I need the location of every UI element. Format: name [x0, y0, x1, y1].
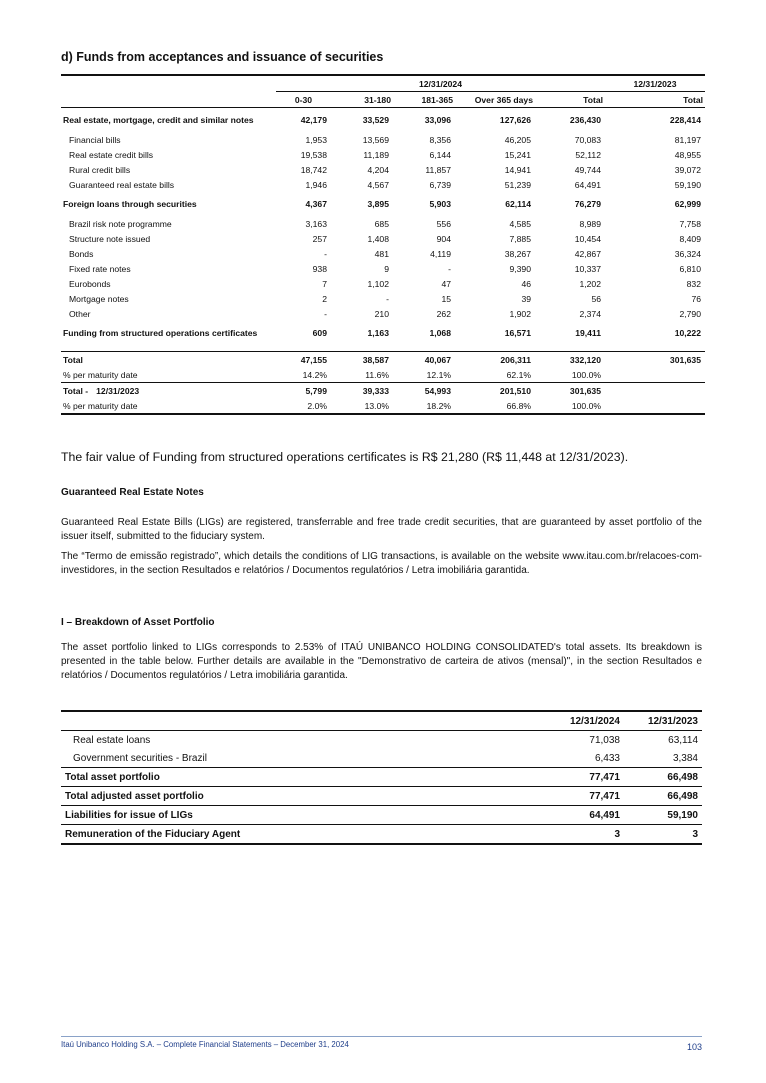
group-row [61, 192, 705, 216]
row-value: 59,190 [674, 179, 701, 190]
row-value: 49,744 [574, 164, 601, 175]
table-row [61, 276, 705, 291]
row-value: 904 [436, 233, 451, 244]
group-value: 127,626 [499, 115, 531, 125]
asset-row-value-2024: 64,491 [546, 806, 624, 825]
paragraph-ligs: Guaranteed Real Estate Bills (LIGs) are registered, transferrable and free trade credit securities, that are guaranteed by asset portfolio of the issuer itself, submitted to the fiduciary system. [61, 517, 702, 542]
group-value: 236,430 [569, 115, 601, 125]
row-value: 8,409 [679, 233, 701, 244]
row-value: 6,810 [679, 263, 701, 274]
total-value: 38,587 [331, 352, 393, 368]
asset-row-value-2024: 71,038 [589, 734, 620, 746]
funds-table [61, 74, 705, 415]
group-label: Foreign loans through securities [63, 199, 197, 209]
row-label: Rural credit bills [69, 164, 131, 175]
group-value: 3,895 [367, 199, 389, 209]
asset-row [61, 731, 702, 750]
asset-row-value-2024: 77,471 [546, 768, 624, 787]
group-value: 19,411 [575, 328, 601, 338]
row-value: 7,885 [509, 233, 531, 244]
row-value: 556 [436, 218, 451, 229]
asset-row-total [61, 768, 702, 787]
total-value: 40,067 [393, 352, 455, 368]
group-value: 10,222 [674, 328, 701, 338]
total-prev-value: 39,333 [331, 383, 393, 399]
row-value: 210 [374, 308, 389, 319]
row-label: Structure note issued [69, 233, 151, 244]
pct-value [605, 367, 705, 383]
pct-label: % per maturity date [63, 369, 138, 380]
row-value: - [324, 308, 327, 319]
row-value: 76 [691, 293, 701, 304]
row-value: 56 [591, 293, 601, 304]
row-value: 15,241 [504, 149, 531, 160]
group-value: 33,096 [424, 115, 451, 125]
total-prev-value: 54,993 [393, 383, 455, 399]
row-value: 51,239 [504, 179, 531, 190]
row-value: 70,083 [574, 134, 601, 145]
table-row [61, 162, 705, 177]
row-value: 8,356 [429, 134, 451, 145]
asset-row-value-2023: 66,498 [624, 768, 702, 787]
asset-row-value-2023: 63,114 [668, 734, 698, 746]
group-value: 609 [312, 328, 327, 338]
row-value: - [324, 248, 327, 259]
row-value: 8,989 [579, 218, 601, 229]
row-label: Financial bills [69, 134, 121, 145]
asset-table-header [61, 711, 702, 731]
paragraph-portfolio: The asset portfolio linked to LIGs corresponds to 2.53% of ITAÚ UNIBANCO HOLDING CONSOLIDATED's total assets. Its breakdown is presented in the table below. Further details are available in the "Demonstrativo de carteira de ativos (mensal)", in the section Resultados e relatórios / Documentos regulatórios / Letra imobiliária garantida. [61, 642, 702, 681]
asset-row-label: Real estate loans [73, 734, 151, 746]
header-spacer [61, 75, 276, 92]
asset-portfolio-table [61, 710, 702, 845]
footer-text: Itaú Unibanco Holding S.A. – Complete Financial Statements – December 31, 2024 [61, 1040, 349, 1049]
pct-value: 18.2% [393, 398, 455, 414]
pct-value [605, 398, 705, 414]
guaranteed-heading: Guaranteed Real Estate Notes [61, 487, 204, 498]
table-row [61, 291, 705, 306]
total-value: 206,311 [455, 352, 535, 368]
total-label: Total [61, 352, 276, 368]
group-value: 4,367 [305, 199, 327, 209]
row-value: 48,955 [674, 149, 701, 160]
group-value: 1,068 [429, 328, 451, 338]
column-header: Total [605, 92, 705, 108]
pct-label: % per maturity date [61, 398, 276, 414]
total-value: 332,120 [535, 352, 605, 368]
pct-value: 11.6% [365, 369, 389, 380]
row-value: 9 [384, 263, 389, 274]
asset-row [61, 749, 702, 768]
table-row [61, 231, 705, 246]
row-value: 15 [441, 293, 451, 304]
asset-header-2023: 12/31/2023 [624, 711, 702, 731]
row-value: 6,739 [429, 179, 451, 190]
row-label: Brazil risk note programme [69, 218, 172, 229]
row-value: 46,205 [504, 134, 531, 145]
column-header: Over 365 days [455, 92, 535, 108]
row-value: 11,857 [425, 164, 451, 175]
group-label: Real estate, mortgage, credit and similar notes [63, 115, 254, 125]
asset-row-value-2023: 59,190 [624, 806, 702, 825]
row-value: 481 [374, 248, 389, 259]
row-value: - [448, 263, 451, 274]
asset-row-label: Government securities - Brazil [73, 752, 207, 764]
row-value: - [386, 293, 389, 304]
asset-row-value-2024: 6,433 [594, 752, 620, 764]
row-value: 938 [312, 263, 327, 274]
asset-row-total [61, 806, 702, 825]
asset-row-value-2023: 66,498 [624, 787, 702, 806]
row-value: 38,267 [504, 248, 531, 259]
table-row [61, 147, 705, 162]
row-value: 1,102 [367, 278, 389, 289]
table-row [61, 132, 705, 147]
header-date-2023: 12/31/2023 [605, 75, 705, 92]
row-value: 2,790 [679, 308, 701, 319]
group-value: 5,903 [429, 199, 451, 209]
breakdown-heading: I – Breakdown of Asset Portfolio [61, 617, 215, 628]
row-value: 7 [322, 278, 327, 289]
asset-row-value-2023: 3,384 [672, 752, 698, 764]
pct-value: 2.0% [276, 398, 331, 414]
asset-row-value-2024: 3 [546, 825, 624, 845]
asset-row-label: Total adjusted asset portfolio [61, 787, 546, 806]
pct-value: 12.1% [426, 369, 451, 380]
row-value: 832 [686, 278, 701, 289]
total-prev-value: 5,799 [276, 383, 331, 399]
total-prev-text: Total - [63, 385, 89, 396]
row-value: 47 [441, 278, 451, 289]
table-date-header [61, 75, 705, 92]
table-row [61, 261, 705, 276]
total-prev-date: 12/31/2023 [96, 385, 140, 396]
row-value: 1,408 [367, 233, 389, 244]
total-row [61, 352, 705, 368]
row-label: Eurobonds [69, 278, 111, 289]
table-row [61, 246, 705, 261]
total-prev-value: 301,635 [535, 383, 605, 399]
row-value: 36,324 [674, 248, 701, 259]
pct-value: 14.2% [302, 369, 327, 380]
total-value: 301,635 [605, 352, 705, 368]
row-value: 257 [312, 233, 327, 244]
table-column-header [61, 92, 705, 108]
row-value: 39,072 [674, 164, 701, 175]
row-value: 19,538 [300, 149, 327, 160]
row-value: 13,569 [362, 134, 389, 145]
row-value: 4,567 [367, 179, 389, 190]
row-value: 18,742 [300, 164, 327, 175]
asset-row-value-2023: 3 [624, 825, 702, 845]
row-label: Mortgage notes [69, 293, 129, 304]
group-value: 16,571 [504, 328, 531, 338]
group-value: 62,114 [505, 199, 531, 209]
row-label: Fixed rate notes [69, 263, 131, 274]
row-value: 7,758 [679, 218, 701, 229]
row-value: 81,197 [674, 134, 701, 145]
row-value: 11,189 [363, 149, 389, 160]
pct-row [61, 367, 705, 383]
asset-row-total [61, 787, 702, 806]
group-value: 62,999 [674, 199, 701, 209]
total-value: 47,155 [276, 352, 331, 368]
group-row [61, 321, 705, 345]
group-value: 33,529 [362, 115, 389, 125]
asset-row-label: Total asset portfolio [61, 768, 546, 787]
pct-value: 62.1% [506, 369, 531, 380]
group-value: 76,279 [574, 199, 601, 209]
asset-header-2024: 12/31/2024 [546, 711, 624, 731]
asset-row-value-2024: 77,471 [546, 787, 624, 806]
total-prev-row [61, 383, 705, 399]
group-value: 42,179 [300, 115, 327, 125]
row-value: 3,163 [305, 218, 327, 229]
row-value: 52,112 [575, 149, 601, 160]
row-value: 262 [436, 308, 451, 319]
asset-row-total [61, 825, 702, 845]
row-value: 6,144 [429, 149, 451, 160]
group-value: 1,163 [367, 328, 389, 338]
pct-value: 100.0% [535, 398, 605, 414]
paragraph-termo: The “Termo de emissão registrado”, which details the conditions of LIG transactions, is available on the website www.itau.com.br/relacoes-com-investidores, in the section Resultados e relatórios / Documentos regulatórios / Letra imobiliária garantida. [61, 551, 702, 576]
column-header: 0-30 [276, 92, 331, 108]
row-value: 685 [374, 218, 389, 229]
pct-prev-row [61, 398, 705, 414]
row-value: 4,204 [367, 164, 389, 175]
row-value: 4,585 [509, 218, 531, 229]
row-value: 42,867 [574, 248, 601, 259]
page-number: 103 [686, 1042, 702, 1052]
row-value: 2 [322, 293, 327, 304]
column-header: Total [535, 92, 605, 108]
group-row [61, 108, 705, 133]
row-value: 39 [521, 293, 531, 304]
row-value: 9,390 [509, 263, 531, 274]
row-label: Bonds [69, 248, 94, 259]
section-title: d) Funds from acceptances and issuance of securities [61, 50, 384, 64]
row-value: 10,337 [574, 263, 601, 274]
row-label: Guaranteed real estate bills [69, 179, 175, 190]
row-value: 14,941 [504, 164, 531, 175]
column-header: 31-180 [331, 92, 393, 108]
asset-row-label: Liabilities for issue of LIGs [61, 806, 546, 825]
row-label: Real estate credit bills [69, 149, 154, 160]
asset-row-label: Remuneration of the Fiduciary Agent [61, 825, 546, 845]
pct-value: 100.0% [571, 369, 601, 380]
fair-value-note: The fair value of Funding from structured operations certificates is R$ 21,280 (R$ 11,448 at 12/31/2023). [61, 450, 629, 464]
total-prev-label [61, 383, 276, 399]
row-value: 10,454 [574, 233, 601, 244]
group-value: 228,414 [669, 115, 701, 125]
table-row [61, 216, 705, 231]
row-value: 46 [521, 278, 531, 289]
row-value: 1,202 [579, 278, 601, 289]
pct-value: 13.0% [331, 398, 393, 414]
total-prev-value [605, 383, 705, 399]
row-value: 1,946 [305, 179, 327, 190]
row-value: 1,953 [305, 134, 327, 145]
row-value: 64,491 [574, 179, 601, 190]
footer-divider [61, 1036, 702, 1037]
row-value: 4,119 [430, 248, 451, 259]
group-label: Funding from structured operations certificates [63, 328, 258, 338]
row-value: 2,374 [579, 308, 601, 319]
pct-value: 66.8% [455, 398, 535, 414]
row-value: 1,902 [509, 308, 531, 319]
table-row [61, 177, 705, 192]
header-date-2024: 12/31/2024 [276, 75, 605, 92]
table-row [61, 306, 705, 321]
header-spacer [61, 92, 276, 108]
total-prev-value: 201,510 [455, 383, 535, 399]
row-label: Other [69, 308, 91, 319]
column-header: 181-365 [393, 92, 455, 108]
